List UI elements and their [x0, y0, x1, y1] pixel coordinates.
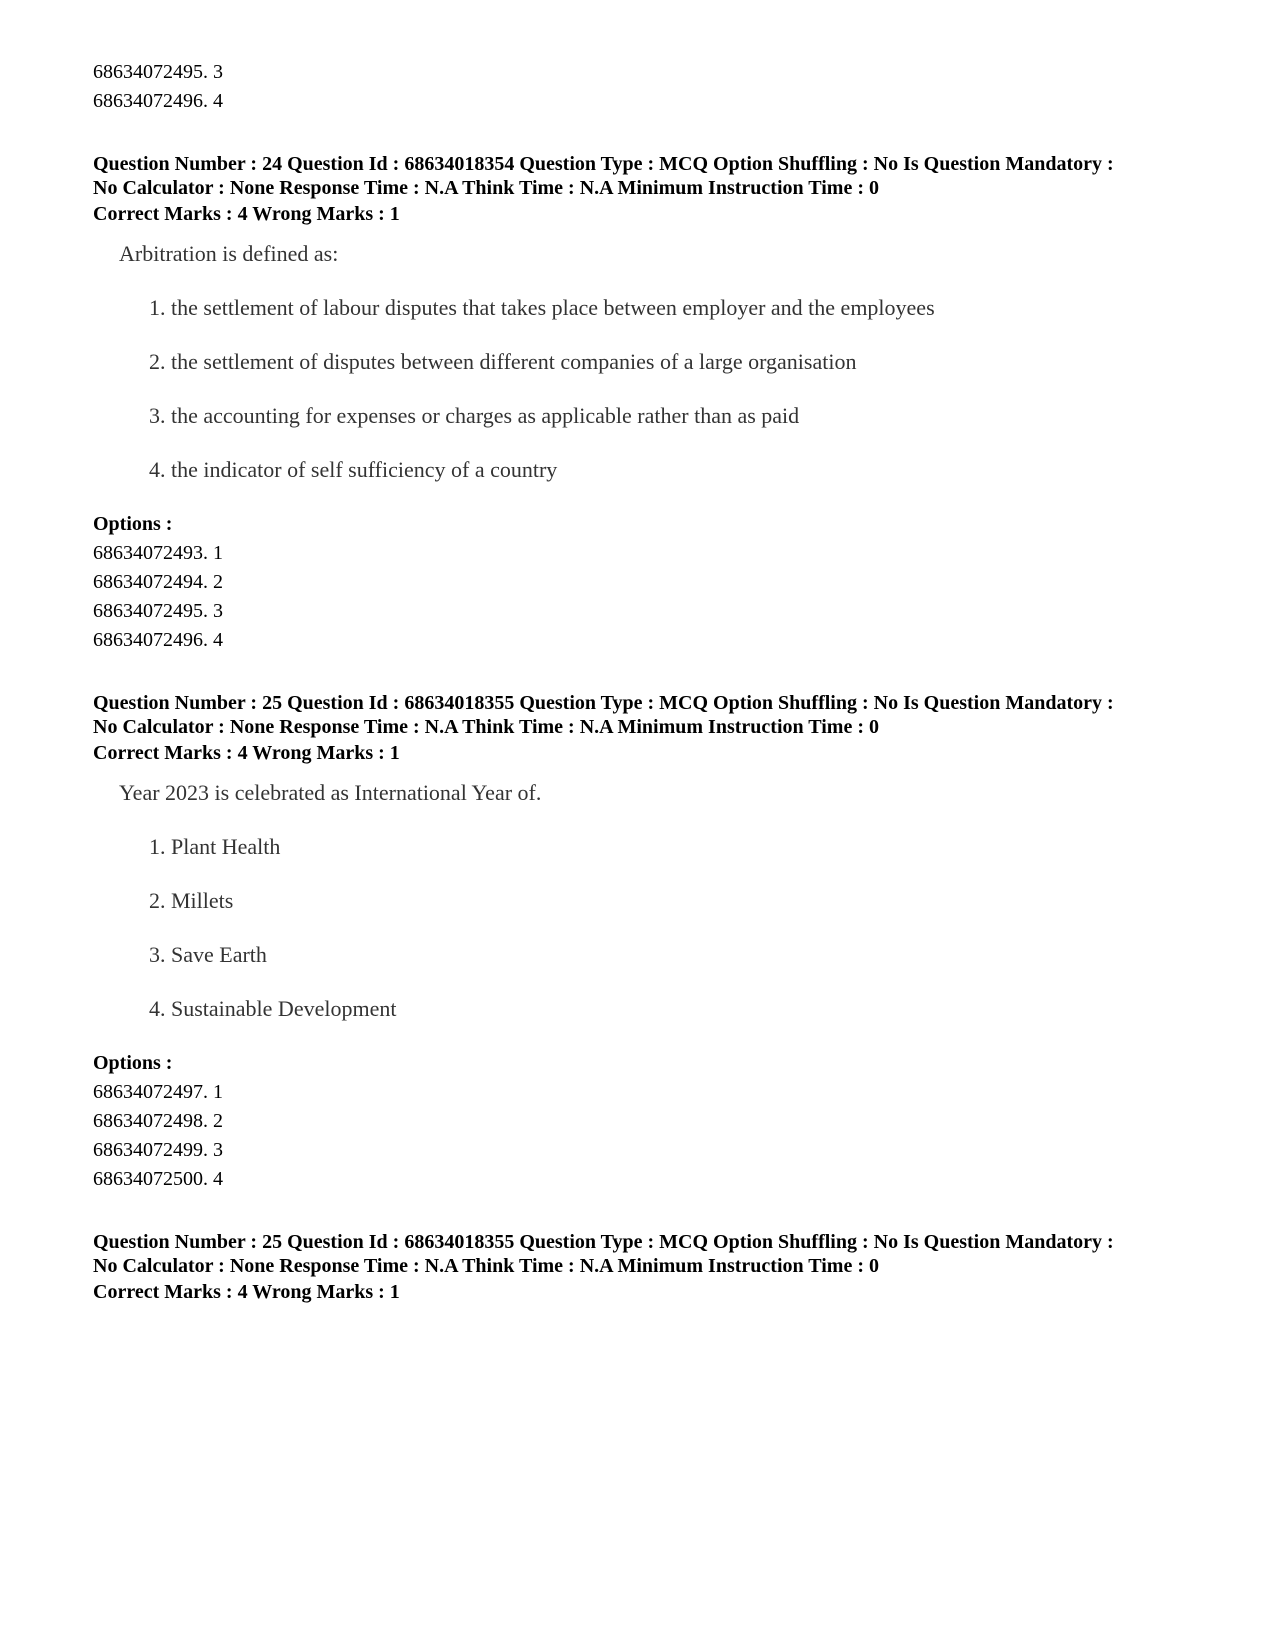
options-label: Options : [93, 1052, 173, 1074]
stem-choice-3: 3. the accounting for expenses or charges as applicable rather than as paid [149, 403, 800, 428]
question-stem-text: Arbitration is defined as: [119, 241, 339, 266]
question-stem [93, 240, 1203, 484]
stem-choice-2: 2. Millets [149, 888, 234, 913]
option-line: 68634072496. 4 [93, 629, 223, 651]
stem-choice-4: 4. Sustainable Development [149, 996, 397, 1021]
question-meta-line-1: Question Number : 25 Question Id : 68634018355 Question Type : MCQ Option Shuffling : No Is Question Mandatory : [93, 692, 1114, 714]
question-24 [93, 152, 1203, 655]
question-marks: Correct Marks : 4 Wrong Marks : 1 [93, 742, 400, 764]
stem-choice-list [119, 294, 1203, 484]
question-25-repeat [93, 1230, 1203, 1306]
question-meta-line-2: No Calculator : None Response Time : N.A Think Time : N.A Minimum Instruction Time : 0 [93, 177, 879, 199]
stem-choice-3: 3. Save Earth [149, 942, 267, 967]
question-paper-page [93, 58, 1203, 1306]
question-25 [93, 691, 1203, 1194]
option-line: 68634072499. 3 [93, 1139, 223, 1161]
options-list [93, 1078, 1203, 1194]
option-line: 68634072498. 2 [93, 1110, 223, 1132]
stem-choice-2: 2. the settlement of disputes between different companies of a large organisation [149, 349, 857, 374]
stem-choice-4: 4. the indicator of self sufficiency of a country [149, 457, 558, 482]
stem-choice-list [119, 833, 1203, 1023]
option-line: 68634072495. 3 [93, 61, 223, 83]
question-meta-line-2: No Calculator : None Response Time : N.A Think Time : N.A Minimum Instruction Time : 0 [93, 716, 879, 738]
option-line: 68634072494. 2 [93, 571, 223, 593]
question-stem-text: Year 2023 is celebrated as International Year of. [119, 780, 542, 805]
option-line: 68634072500. 4 [93, 1168, 223, 1190]
question-stem [93, 779, 1203, 1023]
question-meta-line-2: No Calculator : None Response Time : N.A Think Time : N.A Minimum Instruction Time : 0 [93, 1255, 879, 1277]
option-line: 68634072496. 4 [93, 90, 223, 112]
question-marks: Correct Marks : 4 Wrong Marks : 1 [93, 1281, 400, 1303]
stem-choice-1: 1. Plant Health [149, 834, 281, 859]
option-line: 68634072493. 1 [93, 542, 223, 564]
option-line: 68634072495. 3 [93, 600, 223, 622]
options-label: Options : [93, 513, 173, 535]
stem-choice-1: 1. the settlement of labour disputes that takes place between employer and the employees [149, 295, 935, 320]
question-meta-line-1: Question Number : 24 Question Id : 68634018354 Question Type : MCQ Option Shuffling : No Is Question Mandatory : [93, 153, 1114, 175]
question-marks: Correct Marks : 4 Wrong Marks : 1 [93, 203, 400, 225]
options-list [93, 539, 1203, 655]
previous-options-continuation [93, 58, 1203, 116]
question-meta-line-1: Question Number : 25 Question Id : 68634018355 Question Type : MCQ Option Shuffling : No Is Question Mandatory : [93, 1231, 1114, 1253]
option-line: 68634072497. 1 [93, 1081, 223, 1103]
